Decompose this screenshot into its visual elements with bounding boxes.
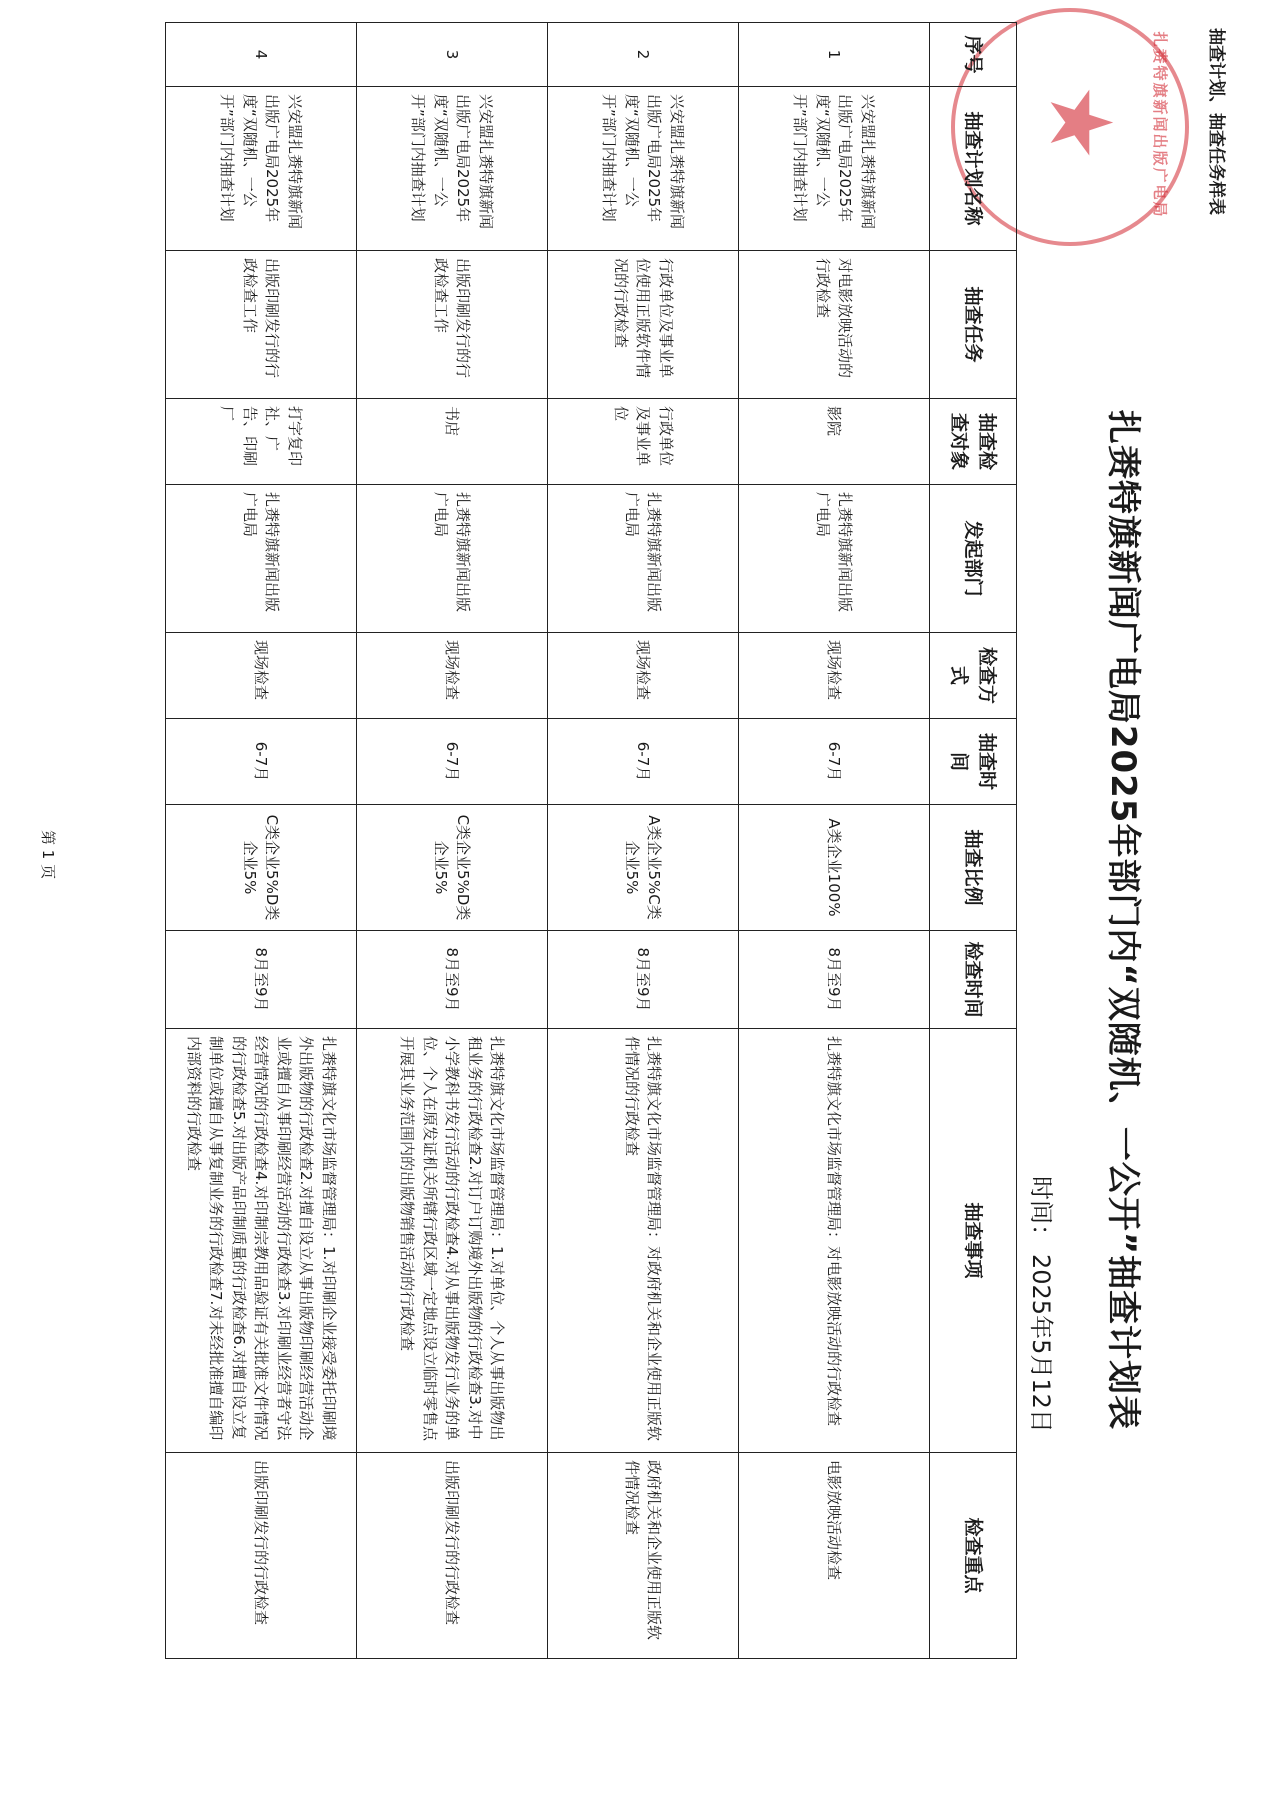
cell-ratio: C类企业5%D类企业5% — [357, 805, 548, 931]
date-line — [1026, 1170, 1061, 1433]
cell-task: 出版印刷发行的行政检查工作 — [166, 251, 357, 399]
cell-plan-name: 兴安盟扎赉特旗新闻出版广电局2025年度“双随机、一公开”部门内抽查计划 — [548, 87, 739, 251]
table-row — [357, 23, 548, 1659]
cell-focus: 电影放映活动检查 — [739, 1453, 930, 1659]
cell-ratio: A类企业5%C类企业5% — [548, 805, 739, 931]
cell-seq: 1 — [739, 23, 930, 87]
col-header-period: 检查时间 — [930, 931, 1017, 1029]
cell-period: 8月至9月 — [739, 931, 930, 1029]
cell-seq: 3 — [357, 23, 548, 87]
cell-period: 8月至9月 — [166, 931, 357, 1029]
cell-target: 书店 — [357, 399, 548, 485]
cell-ratio: C类企业5%D类企业5% — [166, 805, 357, 931]
col-header-method: 检查方式 — [930, 633, 1017, 719]
col-header-seq: 序号 — [930, 23, 1017, 87]
table-row — [548, 23, 739, 1659]
cell-dept: 扎赉特旗新闻出版广电局 — [548, 485, 739, 633]
col-header-items: 抽查事项 — [930, 1029, 1017, 1453]
cell-time: 6-7月 — [739, 719, 930, 805]
cell-seq: 4 — [166, 23, 357, 87]
cell-period: 8月至9月 — [548, 931, 739, 1029]
cell-target: 影院 — [739, 399, 930, 485]
form-label: 抽查计划、抽查任务样表 — [1206, 28, 1226, 215]
date-label: 时间： — [1027, 1176, 1055, 1248]
cell-time: 6-7月 — [548, 719, 739, 805]
cell-time: 6-7月 — [166, 719, 357, 805]
cell-method: 现场检查 — [357, 633, 548, 719]
col-header-ratio: 抽查比例 — [930, 805, 1017, 931]
table-row — [739, 23, 930, 1659]
cell-items: 扎赉特旗文化市场监督管理局：1.对印刷企业接受委托印刷境外出版物的行政检查2.对擅自设立从事出版物印刷经营活动企业或擅自从事印刷经营活动的行政检查3.对印刷业经营者守法经营情况的行政检查4.对印制宗教用品验证有关批准文件情况的行政检查5.对出版产品印制质量的行政检查6.对擅自设立复制单位或擅自从事复制业务的行政检查7.对未经批准擅自编印内部资料的行政检查 — [166, 1029, 357, 1453]
page-title: 扎赉特旗新闻广电局2025年部门内“双随机、一公开”抽查计划表 — [1103, 409, 1143, 1431]
cell-task: 行政单位及事业单位使用正版软件情况的行政检查 — [548, 251, 739, 399]
cell-seq: 2 — [548, 23, 739, 87]
cell-items: 扎赉特旗文化市场监督管理局：1.对单位、个人从事出版物出租业务的行政检查2.对订户订购境外出版物的行政检查3.对中小学教科书发行活动的行政检查4.对从事出版物发行业务的单位、个人在原发证机关所辖行政区域一定地点设立临时零售点开展其业务范围内的出版物销售活动的行政检查 — [357, 1029, 548, 1453]
cell-dept: 扎赉特旗新闻出版广电局 — [166, 485, 357, 633]
table-header-row — [930, 23, 1017, 1659]
plan-table — [165, 22, 1017, 1659]
cell-task: 对电影放映活动的行政检查 — [739, 251, 930, 399]
cell-target: 打字复印社、广告、印刷厂 — [166, 399, 357, 485]
col-header-task: 抽查任务 — [930, 251, 1017, 399]
col-header-plan-name: 抽查计划名称 — [930, 87, 1017, 251]
cell-plan-name: 兴安盟扎赉特旗新闻出版广电局2025年度“双随机、一公开”部门内抽查计划 — [739, 87, 930, 251]
cell-method: 现场检查 — [739, 633, 930, 719]
seal-text: 扎赉特旗新闻出版广电局 — [1151, 31, 1169, 219]
col-header-focus: 检查重点 — [930, 1453, 1017, 1659]
cell-plan-name: 兴安盟扎赉特旗新闻出版广电局2025年度“双随机、一公开”部门内抽查计划 — [357, 87, 548, 251]
col-header-time: 抽查时间 — [930, 719, 1017, 805]
cell-time: 6-7月 — [357, 719, 548, 805]
cell-items: 扎赉特旗文化市场监督管理局：对政府机关和企业使用正版软件情况的行政检查 — [548, 1029, 739, 1453]
cell-focus: 出版印刷发行的行政检查 — [357, 1453, 548, 1659]
cell-target: 行政单位及事业单位 — [548, 399, 739, 485]
page-number: 第 1 页 — [39, 830, 57, 880]
plan-table-container — [165, 22, 1017, 1641]
col-header-target: 抽查检查对象 — [930, 399, 1017, 485]
cell-plan-name: 兴安盟扎赉特旗新闻出版广电局2025年度“双随机、一公开”部门内抽查计划 — [166, 87, 357, 251]
cell-method: 现场检查 — [548, 633, 739, 719]
cell-items: 扎赉特旗文化市场监督管理局：对电影放映活动的行政检查 — [739, 1029, 930, 1453]
cell-task: 出版印刷发行的行政检查工作 — [357, 251, 548, 399]
col-header-dept: 发起部门 — [930, 485, 1017, 633]
table-row — [166, 23, 357, 1659]
cell-dept: 扎赉特旗新闻出版广电局 — [739, 485, 930, 633]
cell-method: 现场检查 — [166, 633, 357, 719]
cell-dept: 扎赉特旗新闻出版广电局 — [357, 485, 548, 633]
cell-period: 8月至9月 — [357, 931, 548, 1029]
cell-focus: 出版印刷发行的行政检查 — [166, 1453, 357, 1659]
seal-star-icon: ★ — [1030, 84, 1130, 162]
cell-ratio: A类企业100% — [739, 805, 930, 931]
date-value: 2025年5月12日 — [1027, 1254, 1055, 1433]
cell-focus: 政府机关和企业使用正版软件情况检查 — [548, 1453, 739, 1659]
